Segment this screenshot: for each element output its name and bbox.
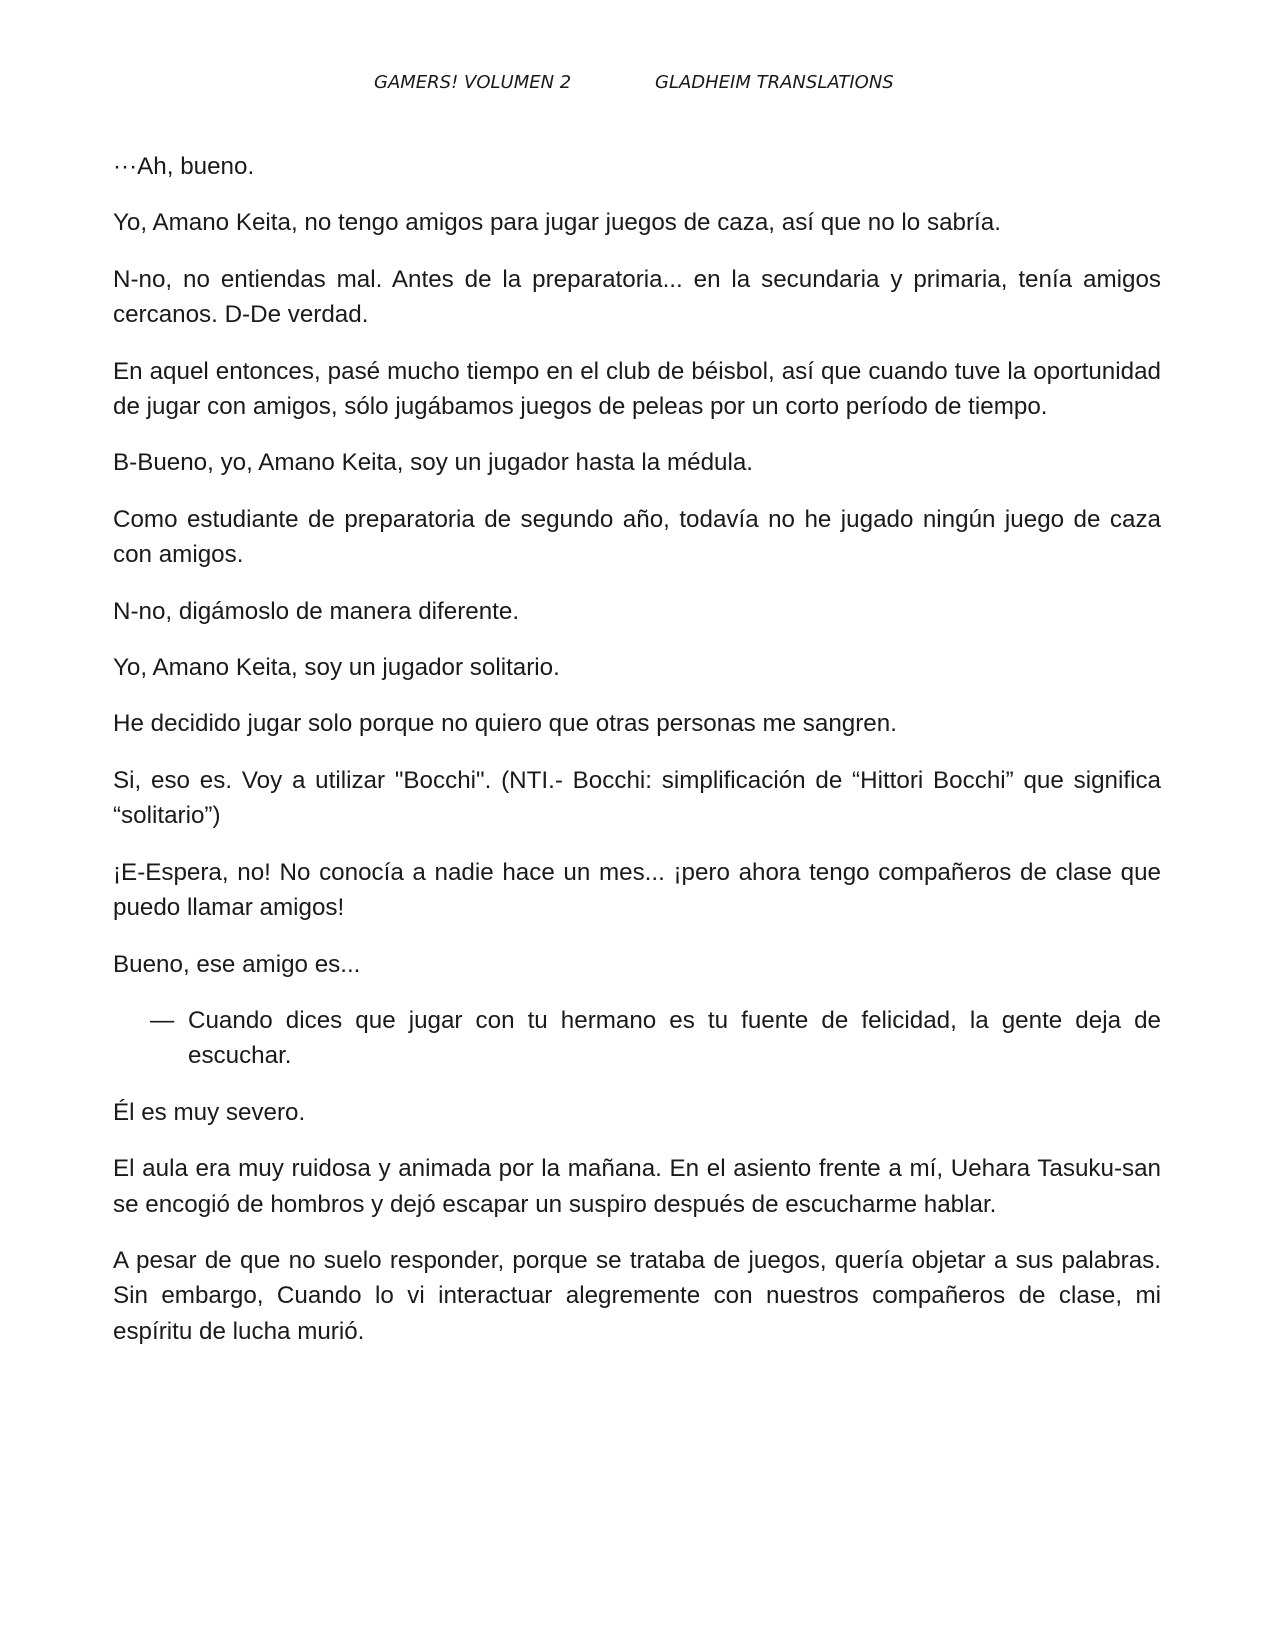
paragraph: B-Bueno, yo, Amano Keita, soy un jugador hasta la médula. — [113, 449, 754, 477]
paragraph: Como estudiante de preparatoria de segundo año, todavía no he jugado ningún juego de caza con amigos. — [113, 505, 1161, 569]
paragraph: ¡E-Espera, no! No conocía a nadie hace un mes... ¡pero ahora tengo compañeros de clase que puedo llamar amigos! — [113, 858, 1161, 922]
dialogue-text: Cuando dices que jugar con tu hermano es tu fuente de felicidad, la gente deja de escuchar. — [188, 1006, 1161, 1070]
paragraph: He decidido jugar solo porque no quiero que otras personas me sangren. — [113, 710, 897, 738]
paragraph: Si, eso es. Voy a utilizar "Bocchi". (NTI.- Bocchi: simplificación de “Hittori Bocchi” que significa “solitario”) — [113, 766, 1161, 830]
paragraph: N-no, digámoslo de manera diferente. — [113, 597, 520, 625]
paragraph: Él es muy severo. — [113, 1098, 306, 1126]
paragraph: Bueno, ese amigo es... — [113, 950, 361, 978]
page-header — [0, 72, 1275, 98]
paragraph: El aula era muy ruidosa y animada por la mañana. En el asiento frente a mí, Uehara Tasuku-san se encogió de hombros y dejó escapar un suspiro después de escucharme hablar. — [113, 1155, 1161, 1218]
header-book-title: GAMERS! VOLUMEN 2 — [374, 72, 572, 93]
document-body — [113, 149, 1161, 1370]
paragraph: Yo, Amano Keita, no tengo amigos para jugar juegos de caza, así que no lo sabría. — [113, 209, 1001, 237]
paragraph: ···Ah, bueno. — [113, 153, 255, 180]
paragraph: A pesar de que no suelo responder, porque se trataba de juegos, quería objetar a sus palabras. Sin embargo, Cuando lo vi interactuar alegremente con nuestros compañeros de clase, mi espíritu de lucha murió. — [113, 1246, 1161, 1345]
paragraph: Yo, Amano Keita, soy un jugador solitario. — [113, 654, 560, 682]
paragraph: N-no, no entiendas mal. Antes de la preparatoria... en la secundaria y primaria, tenía amigos cercanos. D-De verdad. — [113, 265, 1161, 329]
dialogue-dash: — — [150, 1006, 175, 1034]
paragraph: En aquel entonces, pasé mucho tiempo en el club de béisbol, así que cuando tuve la oportunidad de jugar con amigos, sólo jugábamos juegos de peleas por un corto período de tiempo. — [113, 357, 1161, 421]
dialogue-paragraph — [150, 1003, 1161, 1074]
header-translator: GLADHEIM TRANSLATIONS — [655, 72, 894, 93]
